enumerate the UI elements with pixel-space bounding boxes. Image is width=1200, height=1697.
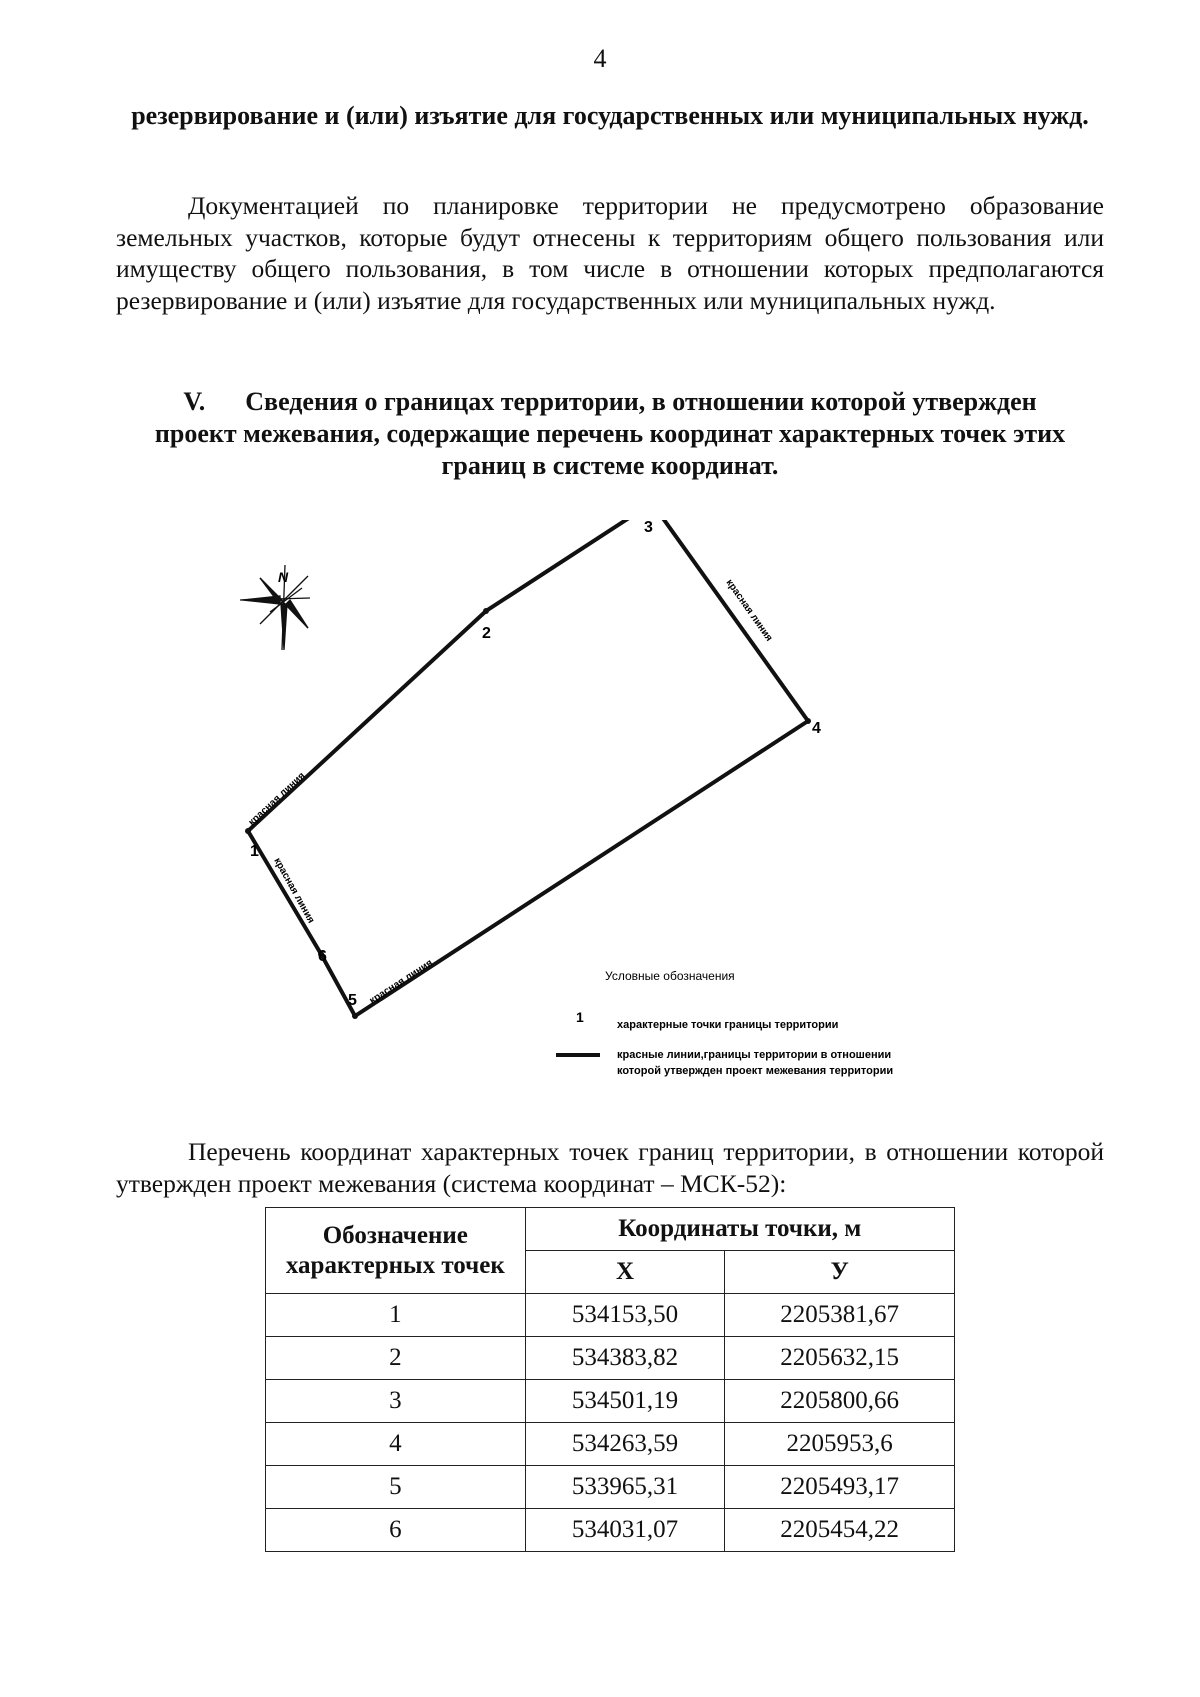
coord-y: 2205800,66 bbox=[725, 1380, 955, 1423]
coord-x: 534501,19 bbox=[525, 1380, 725, 1423]
coord-x: 534263,59 bbox=[525, 1423, 725, 1466]
point-marker-1 bbox=[245, 828, 251, 834]
header-coordinates: Координаты точки, м bbox=[525, 1208, 954, 1251]
paragraph-coordinates-intro: Перечень координат характерных точек границ территории, в отношении которой утвержден проект межевания (система координат – МСК-52): bbox=[116, 1137, 1104, 1198]
point-id: 5 bbox=[266, 1466, 526, 1509]
point-label-4: 4 bbox=[812, 720, 821, 737]
point-id: 2 bbox=[266, 1337, 526, 1380]
section-numeral: V. bbox=[183, 387, 206, 416]
table-row bbox=[266, 1337, 955, 1380]
table-row bbox=[266, 1466, 955, 1509]
territory-boundary bbox=[248, 520, 808, 1016]
paragraph-no-public-plots: Документацией по планировке территории не предусмотрено образование земельных участков, которые будут отнесены к территориям общего пользования или имуществу общего пользования, в том числе в отношении которых предполагаются резервирование и (или) изъятие для государственных или муниципальных нужд. bbox=[116, 191, 1104, 315]
red-line-label-w: красная линия bbox=[271, 856, 317, 926]
table-row bbox=[266, 1423, 955, 1466]
coord-y: 2205381,67 bbox=[725, 1294, 955, 1337]
point-label-3: 3 bbox=[644, 520, 653, 536]
legend-line-text-1: красные линии,границы территории в отношении bbox=[617, 1049, 892, 1061]
legend-point-symbol: 1 bbox=[576, 1009, 584, 1025]
table-row bbox=[266, 1294, 955, 1337]
north-arrow-icon bbox=[240, 565, 310, 650]
header-x: Х bbox=[525, 1251, 725, 1294]
point-label-6: 6 bbox=[318, 948, 327, 965]
point-id: 6 bbox=[266, 1509, 526, 1552]
header-y: У bbox=[725, 1251, 955, 1294]
coord-x: 533965,31 bbox=[525, 1466, 725, 1509]
coord-x: 534383,82 bbox=[525, 1337, 725, 1380]
north-label: N bbox=[278, 569, 289, 585]
point-marker-4 bbox=[805, 718, 811, 724]
red-line-label-ne: красная линия bbox=[723, 577, 775, 644]
red-line-label-s: красная линия bbox=[367, 957, 435, 1007]
coord-y: 2205632,15 bbox=[725, 1337, 955, 1380]
point-label-5: 5 bbox=[348, 992, 357, 1009]
red-line-label-nw: красная линия bbox=[246, 770, 308, 829]
legend-title: Условные обозначения bbox=[605, 969, 735, 983]
table-row bbox=[266, 1509, 955, 1552]
legend-point-text: характерные точки границы территории bbox=[617, 1019, 839, 1031]
coord-y: 2205454,22 bbox=[725, 1509, 955, 1552]
header-point-designation: Обозначение характерных точек bbox=[266, 1208, 526, 1294]
coord-x: 534153,50 bbox=[525, 1294, 725, 1337]
table-row bbox=[266, 1380, 955, 1423]
coordinates-table bbox=[265, 1207, 955, 1552]
point-marker-5 bbox=[352, 1013, 358, 1019]
coord-x: 534031,07 bbox=[525, 1509, 725, 1552]
coord-y: 2205953,6 bbox=[725, 1423, 955, 1466]
point-id: 3 bbox=[266, 1380, 526, 1423]
point-label-2: 2 bbox=[482, 625, 491, 642]
characteristic-points bbox=[245, 608, 811, 1019]
legend-line-text-2: которой утвержден проект межевания территории bbox=[617, 1065, 894, 1077]
point-marker-2 bbox=[483, 608, 489, 614]
legend bbox=[556, 969, 893, 1077]
boundary-scheme bbox=[220, 520, 1050, 1140]
coord-y: 2205493,17 bbox=[725, 1466, 955, 1509]
point-id: 1 bbox=[266, 1294, 526, 1337]
point-label-1: 1 bbox=[250, 843, 259, 860]
point-id: 4 bbox=[266, 1423, 526, 1466]
heading-continued: резервирование и (или) изъятие для государственных или муниципальных нужд. bbox=[131, 101, 1089, 130]
page-number: 4 bbox=[593, 44, 607, 73]
section-v-heading bbox=[140, 386, 1080, 482]
section-title: Сведения о границах территории, в отношении которой утвержден проект межевания, содержащие перечень координат характерных точек этих границ в системе координат. bbox=[154, 387, 1066, 480]
